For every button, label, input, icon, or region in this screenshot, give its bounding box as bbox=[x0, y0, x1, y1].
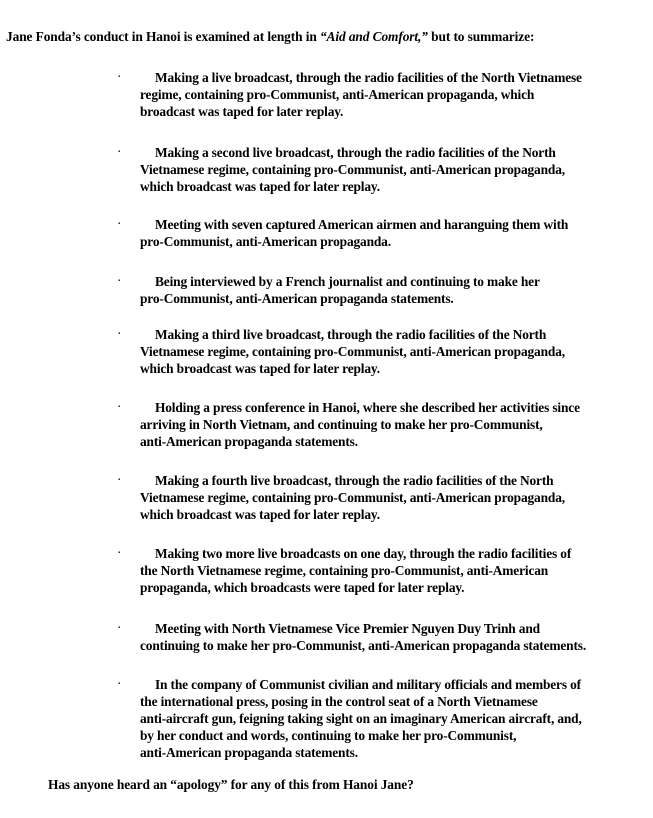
bullet-icon: · bbox=[117, 144, 122, 159]
intro-paragraph bbox=[6, 28, 534, 45]
list-item bbox=[117, 69, 647, 120]
list-item bbox=[117, 273, 647, 307]
list-item-text: Being interviewed by a French journalist and continuing to make her pro-Communist, anti-American propaganda statements. bbox=[140, 274, 540, 306]
list-item-text: Holding a press conference in Hanoi, where she described her activities since arriving in North Vietnam, and continuing to make her pro-Communist, anti-American propaganda statements. bbox=[140, 400, 580, 449]
list-item bbox=[117, 620, 647, 654]
list-item-text: Making a fourth live broadcast, through the radio facilities of the North Vietnamese regime, containing pro-Communist, anti-American propaganda, which broadcast was taped for later replay. bbox=[140, 473, 565, 522]
list-item-text: Making two more live broadcasts on one day, through the radio facilities of the North Vietnamese regime, containing pro-Communist, anti-American propaganda, which broadcasts were taped for later replay. bbox=[140, 546, 572, 595]
intro-text-end: but to summarize: bbox=[427, 29, 535, 44]
list-item bbox=[117, 545, 647, 596]
list-item bbox=[117, 676, 647, 761]
bullet-icon: · bbox=[117, 472, 122, 487]
list-item bbox=[117, 326, 647, 377]
list-item bbox=[117, 216, 647, 250]
list-item bbox=[117, 144, 647, 195]
list-item-text: Making a third live broadcast, through the radio facilities of the North Vietnamese regime, containing pro-Communist, anti-American propaganda, which broadcast was taped for later replay. bbox=[140, 327, 565, 376]
closing-question: Has anyone heard an “apology” for any of this from Hanoi Jane? bbox=[48, 777, 414, 792]
list-item bbox=[117, 472, 647, 523]
list-item-text: Meeting with North Vietnamese Vice Premier Nguyen Duy Trinh and continuing to make her pro-Communist, anti-American propaganda statements. bbox=[140, 621, 587, 653]
book-title: “Aid and Comfort,” bbox=[319, 29, 428, 44]
bullet-icon: · bbox=[117, 273, 122, 288]
bullet-icon: · bbox=[117, 216, 122, 231]
bullet-icon: · bbox=[117, 399, 122, 414]
intro-text-start: Jane Fonda’s conduct in Hanoi is examined at length in bbox=[6, 29, 320, 44]
list-item-text: Making a second live broadcast, through the radio facilities of the North Vietnamese regime, containing pro-Communist, anti-American propaganda, which broadcast was taped for later replay. bbox=[140, 145, 565, 194]
bullet-icon: · bbox=[117, 69, 122, 84]
list-item bbox=[117, 399, 647, 450]
list-item-text: Making a live broadcast, through the radio facilities of the North Vietnamese regime, containing pro-Communist, anti-American propaganda, which broadcast was taped for later replay. bbox=[140, 70, 582, 119]
bullet-icon: · bbox=[117, 676, 122, 691]
bullet-icon: · bbox=[117, 545, 122, 560]
list-item-text: In the company of Communist civilian and military officials and members of the international press, posing in the control seat of a North Vietnamese anti-aircraft gun, feigning taking sight on an imaginary American aircraft, and, by her conduct and words, continuing to make her pro-Communist, anti-American propaganda statements. bbox=[140, 677, 582, 760]
list-item-text: Meeting with seven captured American airmen and haranguing them with pro-Communist, anti-American propaganda. bbox=[140, 217, 569, 249]
bullet-icon: · bbox=[117, 326, 122, 341]
bullet-icon: · bbox=[117, 620, 122, 635]
